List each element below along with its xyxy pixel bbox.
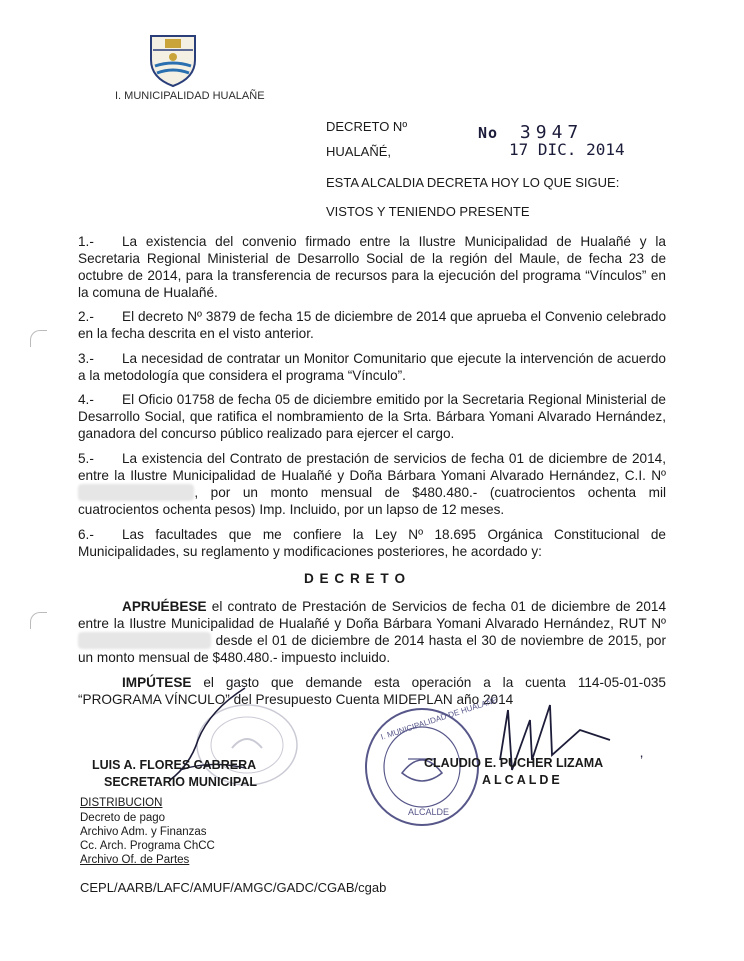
considerando-number: 3.- <box>78 351 94 366</box>
municipality-name: I. MUNICIPALIDAD HUALAÑE <box>115 90 265 102</box>
considerando-number: 6.- <box>78 527 94 542</box>
mayor-role: ALCALDE <box>482 773 563 787</box>
decreto-label: DECRETO Nº <box>326 119 408 134</box>
considerando-text: La necesidad de contratar un Monitor Comunitario que ejecute la intervención de acuerdo a la metodología que considera el programa “Vínculo”. <box>78 351 666 383</box>
vistos-heading: VISTOS Y TENIENDO PRESENTE <box>326 204 530 219</box>
apruebese-word: APRUÉBESE <box>122 599 207 614</box>
redacted-rut <box>78 632 211 649</box>
considerando-1 <box>78 233 666 301</box>
distribucion-list <box>80 811 215 867</box>
apruebese-text-cont: desde el 01 de diciembre de 2014 hasta el 30 de noviembre de 2015, por un monto mensual de $480.480.- impuesto incluido. <box>78 633 666 665</box>
list-item: Archivo Of. de Partes <box>80 854 190 866</box>
mayor-name: CLAUDIO E. PUCHER LIZAMA <box>424 756 604 770</box>
considerando-number: 2.- <box>78 309 94 324</box>
list-item: Decreto de pago <box>80 812 166 824</box>
tick-mark: ’ <box>640 752 644 768</box>
alcaldia-decreta: ESTA ALCALDIA DECRETA HOY LO QUE SIGUE: <box>326 175 620 190</box>
considerando-text: El Oficio 01758 de fecha 05 de diciembre emitido por la Secretaria Regional Ministerial de Desarrollo Social, que ratifica el nombramiento de la Srta. Bárbara Yomani Alvarado Hernández, ganadora del concurso público realizado para ejercer el cargo. <box>78 392 666 441</box>
decree-date-stamp: 17 DIC. 2014 <box>509 140 625 159</box>
secretary-name: LUIS A. FLORES CABRERA <box>92 758 257 772</box>
stamp-ring-text: I. MUNICIPALIDAD DE HUALAÑE <box>379 695 499 742</box>
considerando-text: El decreto Nº 3879 de fecha 15 de diciembre de 2014 que aprueba el Convenio celebrado en la fecha descrita en el visto anterior. <box>78 309 666 341</box>
city-label: HUALAÑÉ, <box>326 144 392 159</box>
margin-mark <box>30 612 47 629</box>
considerando-text: La existencia del convenio firmado entre la Ilustre Municipalidad de Hualañé y la Secretaria Regional Ministerial de Desarrollo Social de la región del Maule, de fecha 23 de octubre de 2014, para la transferencia de recursos para la ejecución del programa “Vínculos” en la comuna de Hualañé. <box>78 234 666 300</box>
distribucion-title: DISTRIBUCION <box>80 797 163 809</box>
considerando-2 <box>78 308 666 342</box>
list-item: Archivo Adm. y Finanzas <box>80 826 207 838</box>
apruebese-paragraph <box>78 598 666 666</box>
considerando-3 <box>78 350 666 384</box>
considerando-number: 5.- <box>78 451 94 466</box>
considerando-text: Las facultades que me confiere la Ley Nº 18.695 Orgánica Constitucional de Municipalidades, su reglamento y modificaciones posteriores, he acordado y: <box>78 527 666 559</box>
list-item: Cc. Arch. Programa ChCC <box>80 840 215 852</box>
stamp-bottom-text: ALCALDE <box>408 807 450 817</box>
secretary-signature <box>150 680 270 790</box>
considerando-6 <box>78 526 666 560</box>
considerando-5 <box>78 450 666 518</box>
considerando-text: La existencia del Contrato de prestación de servicios de fecha 01 de diciembre de 2014, entre la Ilustre Municipalidad de Hualañé y Doña Bárbara Yomani Alvarado Hernández, C.I. Nº <box>78 451 666 483</box>
margin-mark <box>30 330 47 347</box>
considerando-number: 4.- <box>78 392 94 407</box>
considerando-4 <box>78 391 666 442</box>
secretary-role: SECRETARIO MUNICIPAL <box>104 775 258 789</box>
initials-line: CEPL/AARB/LAFC/AMUF/AMGC/GADC/CGAB/cgab <box>80 880 387 895</box>
apruebese-text: el contrato de Prestación de Servicios de fecha 01 de diciembre de 2014 entre la Ilustre Municipalidad de Hualañé y Doña Bárbara Yomani Alvarado Hernández, RUT Nº <box>78 599 666 631</box>
stamp-no-label: No <box>478 124 499 142</box>
considerando-number: 1.- <box>78 234 94 249</box>
decreto-title: D E C R E T O <box>303 571 407 586</box>
imputese-word: IMPÚTESE <box>122 675 192 690</box>
municipality-logo <box>143 30 203 88</box>
redacted-id <box>78 484 194 501</box>
stamp-number: 3947 <box>519 122 584 143</box>
considerando-text-cont: , por un monto mensual de $480.480.- (cuatrocientos ochenta mil cuatrocientos ochenta pesos) Imp. Incluido, por un lapso de 12 meses. <box>78 485 666 517</box>
imputese-text: el gasto que demande esta operación a la cuenta 114-05-01-035 “PROGRAMA VÍNCULO” del Presupuesto Cuenta MIDEPLAN año 2014 <box>78 675 666 707</box>
